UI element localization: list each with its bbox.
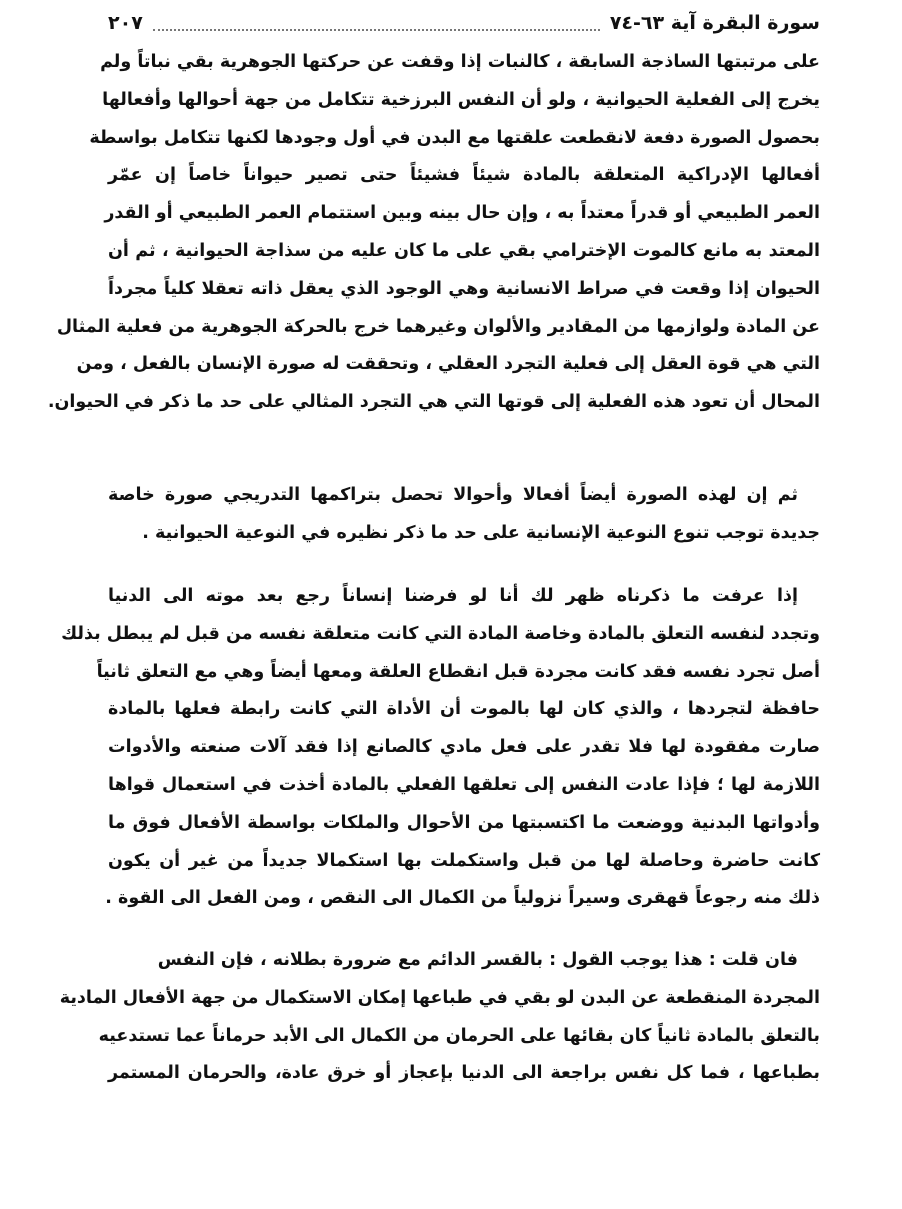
text-line: العمر الطبيعي أو قدراً معتداً به ، وإن حال بينه وبين استتمام العمر الطبيعي أو القدر: [104, 203, 820, 224]
paragraph-3: [61, 578, 820, 918]
text-line: حافظة لتجردها ، والذي كان لها بالموت أن الأداة التي كانت رابطة فعلها بالمادة: [108, 699, 820, 720]
text-line: ذلك منه رجوعاً قهقرى وسيراً نزولياً من الكمال الى النقص ، ومن الفعل الى القوة .: [105, 888, 820, 909]
surah-title: سورة البقرة آية ٦٣-٧٤: [609, 12, 820, 34]
text-line: يخرج إلى الفعلية الحيوانية ، ولو أن النفس البرزخية تتكامل من جهة أحوالها وأفعالها: [102, 89, 820, 110]
text-run: : هذا يوجب القول : بالقسر الدائم مع ضرورة بطلانه ، فإن النفس: [157, 950, 722, 970]
text-line: جديدة توجب تنوع النوعية الإنسانية على حد ما ذكر نظيره في النوعية الحيوانية .: [142, 522, 820, 543]
text-line: إذا عرفت ما ذكرناه ظهر لك أنا لو فرضنا إنساناً رجع بعد موته الى الدنيا: [108, 586, 798, 606]
page-number: ٢٠٧: [108, 12, 143, 34]
text-line: المحال أن تعود هذه الفعلية إلى قوتها التي هي التجرد المثالي على حد ما ذكر في الحيوان.: [47, 392, 820, 413]
running-header: [108, 6, 820, 40]
text-line: بحصول الصورة دفعة لانقطعت علقتها مع البدن في أول وجودها لكنها تتكامل بواسطة: [89, 127, 820, 148]
text-line: اللازمة لها ؛ فإذا عادت النفس إلى تعلقها الفعلي بالمادة أخذت في استعمال قواها: [108, 774, 820, 795]
dotted-leader: [153, 15, 600, 31]
text-line: وتجدد لنفسه التعلق بالمادة وخاصة المادة التي كانت متعلقة نفسه من قبل لم يبطل بذلك: [61, 623, 820, 644]
text-line: وأدواتها البدنية ووضعت ما اكتسبتها من الأحوال والملكات بواسطة الأفعال فوق ما: [108, 812, 820, 833]
text-line: أصل تجرد نفسه فقد كانت مجردة قبل انقطاع العلقة ومعها أيضاً وهي مع التعلق ثانياً: [96, 661, 820, 682]
text-line: المجردة المنقطعة عن البدن لو بقي في طباعها إمكان الاستكمال من جهة الأفعال المادية: [59, 987, 820, 1008]
text-line: التي هي قوة العقل إلى فعلية التجرد العقلي ، وتحققت له صورة الإنسان بالفعل ، ومن: [76, 354, 820, 375]
text-line: بالتعلق بالمادة ثانياً كان بقائها على الحرمان من الكمال الى الأبد حرماناً عما تستدعيه: [98, 1025, 820, 1046]
text-line: كانت حاضرة وحاصلة لها من قبل واستكملت بها استكمالا جديداً من غير أن يكون: [108, 850, 820, 871]
text-line: المعتد به مانع كالموت الإخترامي بقي على ما كان عليه من سذاجة الحيوانية ، ثم أن: [108, 240, 820, 261]
paragraph-1: [47, 44, 820, 422]
text-line: عن المادة ولوازمها من المقادير والألوان وغيرهما خرج بالحركة الجوهرية من فعلية المثال: [56, 316, 820, 337]
paragraph-2: [108, 477, 820, 553]
text-line: على مرتبتها الساذجة السابقة ، كالنبات إذا وقفت عن حركتها الجوهرية بقي نباتاً ولم: [100, 52, 820, 72]
text-line: الحيوان إذا وقعت في صراط الانسانية وهي الوجود الذي يعقل ذاته تعقلا كلياً مجرداً: [108, 278, 820, 299]
text-line: بطباعها ، فما كل نفس براجعة الى الدنيا بإعجاز أو خرق عادة، والحرمان المستمر: [108, 1063, 820, 1084]
text-line: ثم إن لهذه الصورة أيضاً أفعالا وأحوالا تحصل بتراكمها التدريجي صورة خاصة: [108, 485, 798, 505]
text-line: أفعالها الإدراكية المتعلقة بالمادة شيئاً فشيئاً حتى تصير حيواناً خاصاً إن عمّر: [108, 165, 820, 186]
paragraph-4: [59, 942, 820, 1093]
objection-lead: فان قلت: [721, 950, 798, 970]
text-line: صارت مفقودة لها فلا تقدر على فعل مادي كالصانع إذا فقد آلات صنعته والأدوات: [108, 737, 820, 758]
text-line: [108, 942, 820, 980]
